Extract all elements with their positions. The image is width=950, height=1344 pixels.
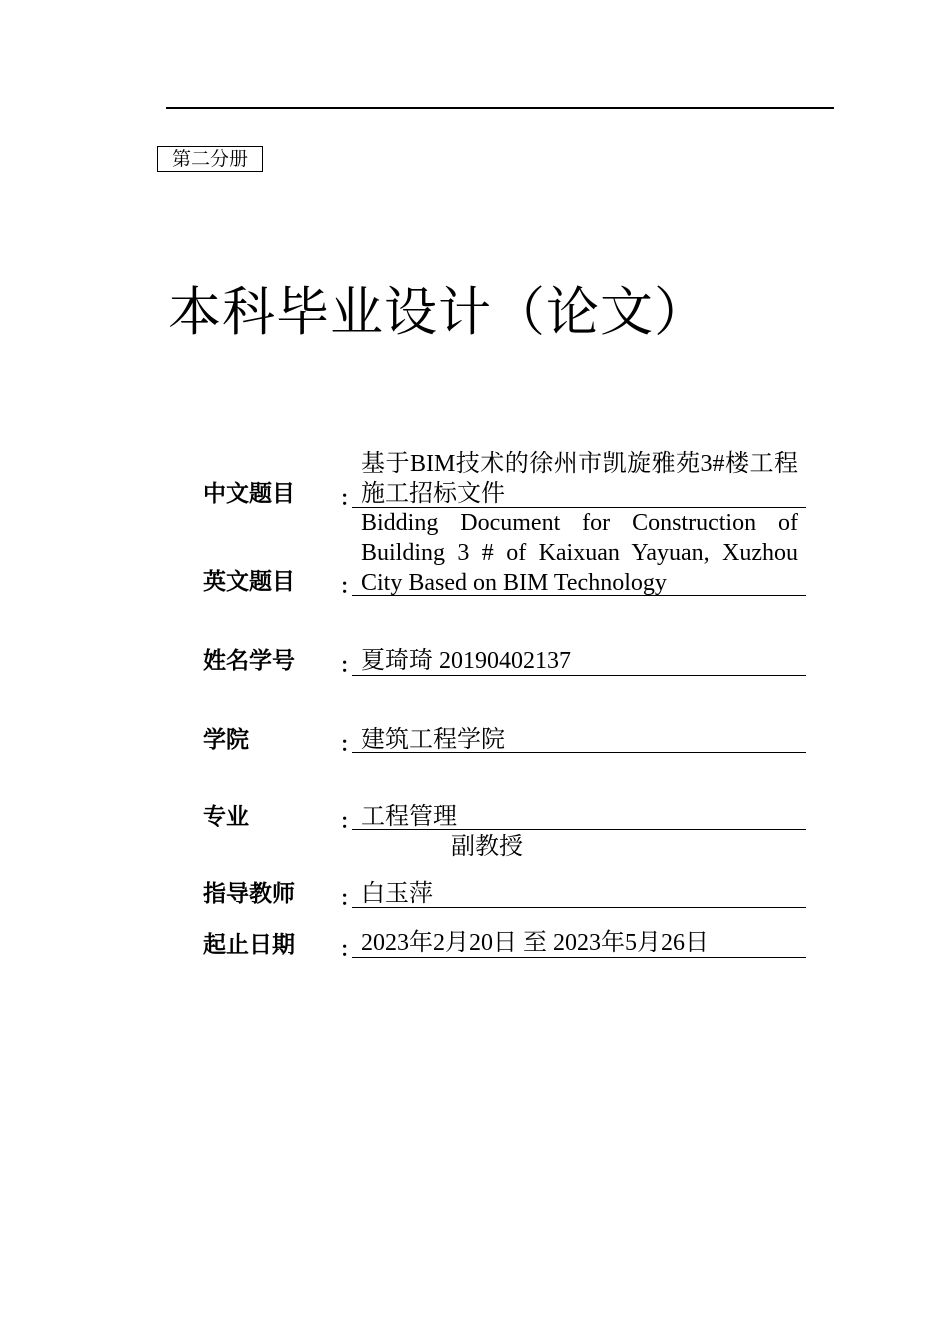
name-id-value: 夏琦琦 20190402137 — [361, 648, 571, 674]
advisor-value: 白玉萍 — [361, 881, 433, 907]
college-value: 建筑工程学院 — [361, 727, 505, 753]
header-rule — [166, 107, 834, 109]
english-title-underline — [352, 595, 806, 596]
english-title-colon: ： — [340, 574, 360, 598]
period-label: 起止日期 — [203, 932, 295, 958]
name-id-colon: ： — [340, 653, 360, 677]
college-colon: ： — [340, 732, 360, 756]
period-colon: ： — [340, 937, 360, 961]
volume-label: 第二分册 — [157, 146, 263, 172]
chinese-title-label: 中文题目 — [203, 481, 295, 507]
english-title-label: 英文题目 — [203, 569, 295, 595]
major-value: 工程管理 — [361, 804, 457, 830]
chinese-title-colon: ： — [340, 486, 360, 510]
period-value: 2023年2月20日 至 2023年5月26日 — [361, 930, 709, 956]
document-title: 本科毕业设计（论文） — [168, 282, 708, 343]
major-underline — [352, 829, 806, 830]
advisor-colon: ： — [340, 886, 360, 910]
major-colon: ： — [340, 809, 360, 833]
chinese-title-value: 基于BIM技术的徐州市凯旋雅苑3#楼工程施工招标文件 — [361, 451, 798, 507]
college-underline — [352, 752, 806, 753]
name-id-label: 姓名学号 — [203, 648, 295, 674]
advisor-title: 副教授 — [451, 834, 523, 860]
name-id-underline — [352, 675, 806, 676]
period-underline — [352, 957, 806, 958]
college-label: 学院 — [203, 727, 249, 753]
major-label: 专业 — [203, 804, 249, 830]
advisor-underline — [352, 907, 806, 908]
advisor-label: 指导教师 — [203, 881, 295, 907]
english-title-value: Bidding Document for Construction of Building 3 # of Kaixuan Yayuan, Xuzhou City Based on BIM Technology — [361, 510, 798, 596]
